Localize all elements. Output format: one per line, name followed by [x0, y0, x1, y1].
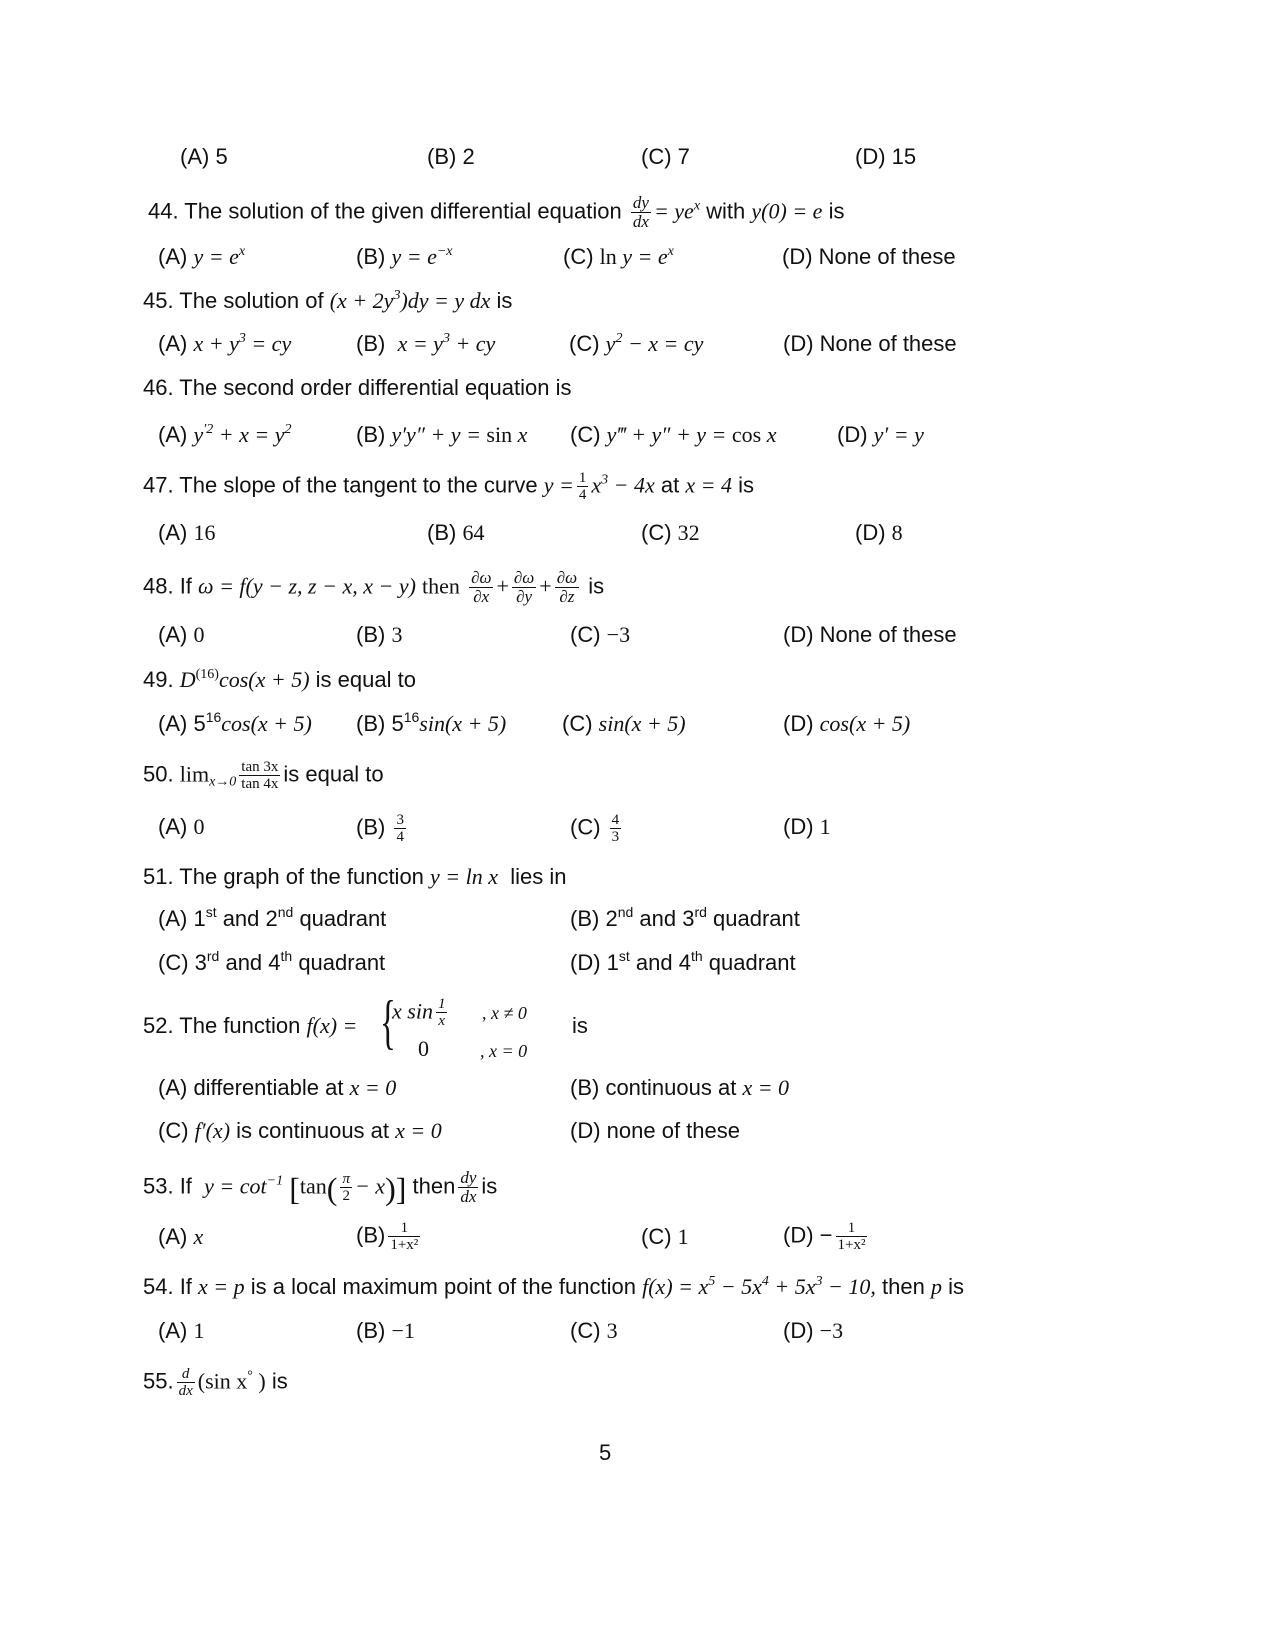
q43-option-d: (D) 15	[855, 144, 917, 169]
q55-stem: 55. $\frac{d}{dx}$ (sin x° ) is	[143, 1366, 288, 1399]
q52-option-a: (A) differentiable at x = 0	[158, 1075, 397, 1100]
q49-option-c: (C) sin(x + 5)	[562, 711, 686, 736]
q51-option-b: (B) 2nd and 3rd quadrant	[570, 904, 800, 931]
q52-cond-1: , x ≠ 0	[482, 1003, 527, 1023]
q51-option-c: (C) 3rd and 4th quadrant	[158, 948, 386, 975]
q46-option-b: (B) y′y″ + y = sin x	[356, 422, 528, 447]
q52-is: is	[572, 1013, 588, 1038]
q50-option-d: (D) 1	[783, 814, 831, 839]
q48-option-c: (C) −3	[570, 622, 631, 647]
q45-option-a: (A) $x + y^3$ = cy	[158, 331, 292, 356]
q44-option-d: (D) None of these	[782, 244, 956, 269]
q53-option-a: (A) x	[158, 1224, 204, 1249]
q51-stem: 51. The graph of the function y = ln x lies in	[143, 864, 567, 889]
q47-option-d: (D) 8	[855, 520, 903, 545]
q53-option-b: (B) $\frac{1}{\text{1+x²}}$	[356, 1220, 419, 1253]
q47-option-a: (A) 16	[158, 520, 216, 545]
q43-option-b: (B) 2	[427, 144, 475, 169]
q51-option-d: (D) 1st and 4th quadrant	[570, 948, 796, 975]
q45-option-b: (B) $x = y^3$ + cy	[356, 331, 496, 356]
q53-stem: 53. If $y = \cot^{-1} [\tan$( $\frac{\pi}{2}$ − x)] then $\frac{dy}{dx}$ is	[143, 1168, 498, 1207]
q50-stem: 50. $\lim_{x\to 0}$ $\frac{\tan 3x}{\tan 4x}$ is equal to	[143, 759, 384, 792]
q52-brace: {	[380, 989, 396, 1055]
q46-stem: 46. The second order differential equation is	[143, 375, 572, 400]
q46-option-d: (D) y′ = y	[837, 422, 924, 447]
q48-option-d: (D) None of these	[783, 622, 957, 647]
q54-option-d: (D) −3	[783, 1318, 844, 1343]
q52-stem: 52. The function f(x) =	[143, 1013, 358, 1038]
q50-option-b: (B) $\frac{3}{4}$	[356, 812, 404, 845]
q50-option-c: (C) $\frac{4}{3}$	[570, 812, 620, 845]
q53-option-c: (C) 1	[641, 1224, 689, 1249]
q52-option-c: (C) f′(x) is continuous at x = 0	[158, 1118, 442, 1143]
q46-option-c: (C) y‴ + y″ + y = cos x	[570, 422, 777, 447]
q49-option-a: (A) $5^{16}\cos(x + 5)$	[158, 709, 312, 736]
q51-option-a: (A) 1st and 2nd quadrant	[158, 904, 387, 931]
q45-stem: 45. The solution of $(x + 2y^3)dy = y$ dx is	[143, 288, 513, 313]
q54-option-b: (B) −1	[356, 1318, 415, 1343]
q48-option-a: (A) 0	[158, 622, 205, 647]
q47-stem: 47. The slope of the tangent to the curve y = $\frac{1}{4}$ $x^3 - 4x$ at x = 4 is	[143, 470, 755, 503]
q52-option-b: (B) continuous at x = 0	[570, 1075, 790, 1100]
q47-option-c: (C) 32	[641, 520, 700, 545]
q45-option-c: (C) $y^2 - x$ = cy	[569, 331, 704, 356]
q50-option-a: (A) 0	[158, 814, 205, 839]
q48-option-b: (B) 3	[356, 622, 403, 647]
q44-option-b: (B) $y = e^{-x}$	[356, 244, 453, 269]
q43-option-a: (A) 5	[180, 144, 228, 169]
q52-cond-2: , x = 0	[480, 1041, 528, 1061]
q52-option-d: (D) none of these	[570, 1118, 740, 1143]
q49-option-d: (D) cos(x + 5)	[783, 711, 911, 736]
q54-option-c: (C) 3	[570, 1318, 618, 1343]
q52-case-1: x sin $\frac{1}{x}$	[392, 996, 446, 1029]
q54-option-a: (A) 1	[158, 1318, 205, 1343]
q44-stem: 44. The solution of the given differential equation $\frac{dy}{dx}$ = $ye^x$ with y(0) = e is	[148, 193, 845, 231]
q44-option-a: (A) $y = e^x$	[158, 244, 246, 269]
q48-stem: 48. If ω = f(y − z, z − x, x − y) then $\frac{\partial\omega}{\partial x}$ + $\frac{\partial\omega}{\partial y}$ + $\frac{\partial\omega}{\partial z}$ is	[143, 568, 605, 606]
q52-case-2: 0	[418, 1036, 429, 1061]
q46-option-a: (A) $y^{'2} + x = y^2$	[158, 422, 292, 447]
q47-option-b: (B) 64	[427, 520, 485, 545]
q53-option-d: (D) − $\frac{1}{\text{1+x²}}$	[783, 1220, 866, 1253]
q49-stem: 49. $D^{(16)}\cos(x + 5)$ is equal to	[143, 667, 416, 692]
q45-option-d: (D) None of these	[783, 331, 957, 356]
q54-stem: 54. If x = p is a local maximum point of the function $f(x) = x^5 - 5x^4 + 5x^3 - 10$, then p is	[143, 1274, 964, 1299]
page-number: 5	[599, 1440, 612, 1465]
q49-option-b: (B) $5^{16}\sin(x + 5)$	[356, 709, 507, 736]
q44-option-c: (C) $\ln y = e^x$	[563, 244, 674, 269]
q43-option-c: (C) 7	[641, 144, 690, 169]
